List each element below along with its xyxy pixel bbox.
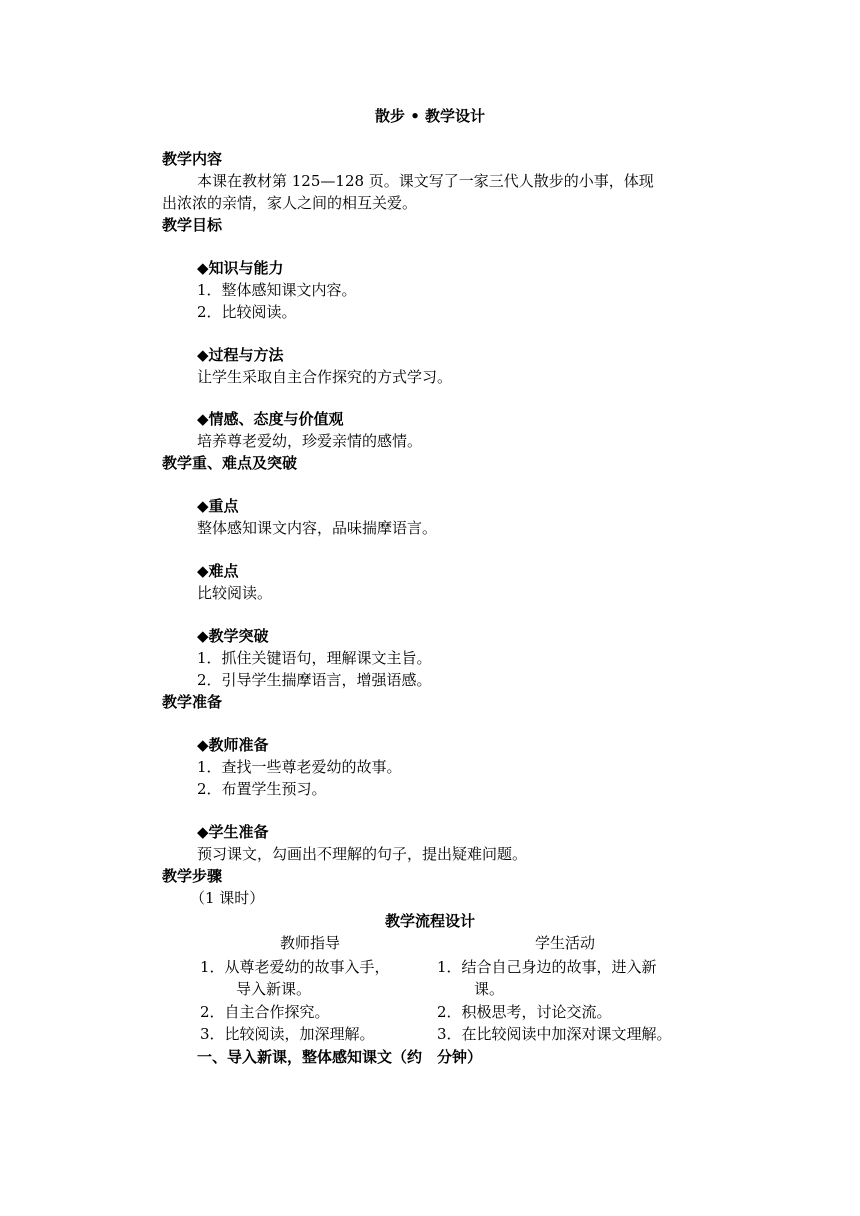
column-header-student: 学生活动 [534,934,595,952]
subheading-breakthrough: ◆教学突破 [197,627,269,645]
teacher-row-3: 3．比较阅读，加深理解。 [200,1025,375,1043]
content-text-line1: 本课在教材第 125—128 页。课文写了一家三代人散步的小事，体现 [197,172,654,190]
subheading-teacher-prep: ◆教师准备 [197,736,269,754]
heading-goals: 教学目标 [162,216,223,234]
class-hours: （1 课时） [190,889,265,907]
knowledge-item-2: 2．比较阅读。 [197,303,297,321]
focus-text: 整体感知课文内容，品味揣摩语言。 [197,519,438,537]
flow-title: 教学流程设计 [384,912,475,930]
teacher-prep-item-1: 1．查找一些尊老爱幼的故事。 [197,758,402,776]
heading-keypoints: 教学重、难点及突破 [162,454,298,472]
knowledge-item-1: 1．整体感知课文内容。 [197,281,357,299]
student-row-1: 1．结合自己身边的故事，进入新 [437,958,657,976]
teacher-row-1: 1．从尊老爱幼的故事入手， [200,958,390,976]
teacher-row-1-cont: 导入新课。 [236,980,312,998]
teacher-row-2: 2．自主合作探究。 [200,1003,330,1021]
heading-steps: 教学步骤 [162,867,223,885]
student-row-1-cont: 课。 [474,980,505,998]
student-prep-text: 预习课文，勾画出不理解的句子，提出疑难问题。 [197,845,528,863]
heading-content: 教学内容 [162,150,223,168]
heading-preparation: 教学准备 [162,693,223,711]
breakthrough-item-1: 1．抓住关键语句，理解课文主旨。 [197,649,432,667]
teacher-prep-item-2: 2．布置学生预习。 [197,780,327,798]
document-title: 散步 • 教学设计 [374,107,486,125]
student-row-2: 2．积极思考，讨论交流。 [437,1003,612,1021]
student-row-3: 3．在比较阅读中加深对课文理解。 [437,1025,672,1043]
content-text-line2: 出浓浓的亲情，家人之间的相互关爱。 [162,194,418,212]
part1-heading: 一、导入新课，整体感知课文（约 分钟） [197,1048,483,1066]
column-header-teacher: 教师指导 [279,934,340,952]
process-text: 让学生采取自主合作探究的方式学习。 [197,368,453,386]
subheading-focus: ◆重点 [197,497,239,515]
subheading-student-prep: ◆学生准备 [197,823,269,841]
difficulty-text: 比较阅读。 [197,584,273,602]
subheading-difficulty: ◆难点 [197,562,239,580]
emotion-text: 培养尊老爱幼，珍爱亲情的感情。 [197,432,423,450]
subheading-emotion: ◆情感、态度与价值观 [197,410,344,428]
breakthrough-item-2: 2．引导学生揣摩语言，增强语感。 [197,671,432,689]
subheading-process: ◆过程与方法 [197,346,284,364]
subheading-knowledge: ◆知识与能力 [197,259,284,277]
